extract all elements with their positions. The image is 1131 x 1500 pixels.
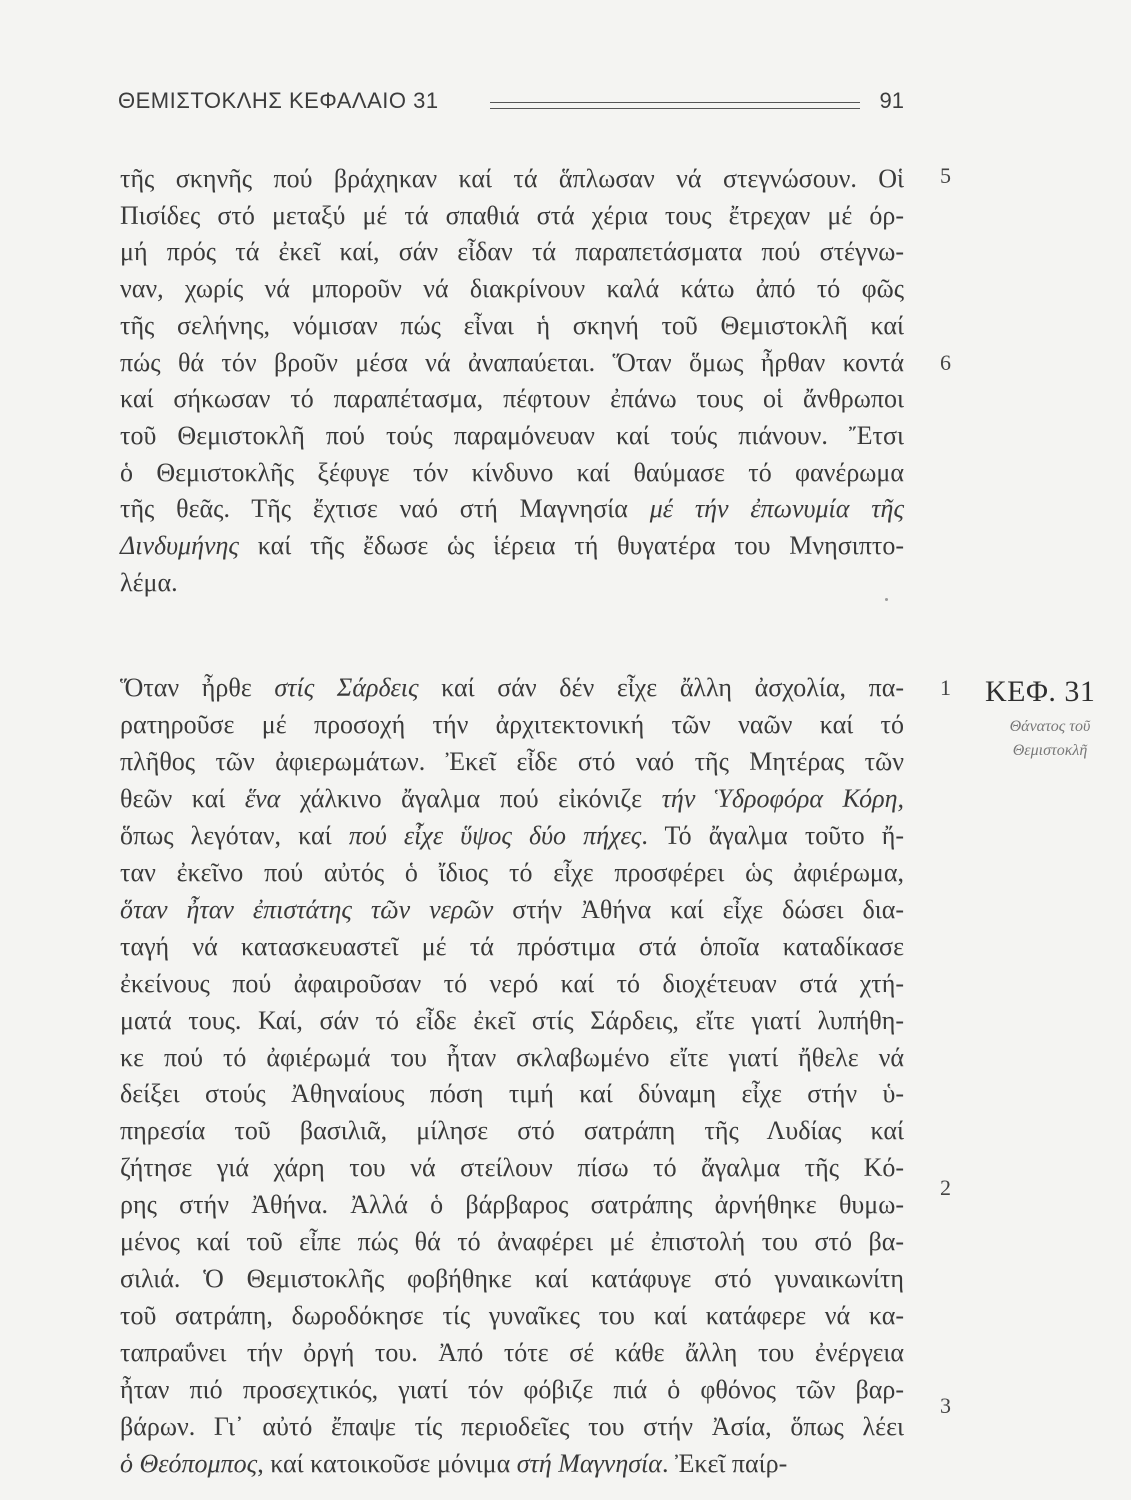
text: ρατηροῦσε μέ προσοχή τήν ἀρχιτεκτονική τῶν ναῶν καί τό xyxy=(120,709,904,739)
text-line xyxy=(120,1225,904,1259)
text-line xyxy=(120,856,904,890)
text: θεῶν καί xyxy=(120,783,245,813)
text-line xyxy=(120,162,904,196)
margin-line-number: 3 xyxy=(940,1393,951,1418)
text-line xyxy=(120,782,904,816)
text-line xyxy=(120,893,904,927)
text-line xyxy=(120,671,904,705)
page-number: 91 xyxy=(879,88,904,113)
text: τῆς σκηνῆς πού βράχηκαν καί τά ἅπλωσαν νά στεγνώσουν. Οἱ xyxy=(120,164,904,193)
text: ὁ Θεμιστοκλῆς ξέφυγε τόν κίνδυνο καί θαύμασε τό φανέρωμα xyxy=(120,457,904,487)
text-line xyxy=(120,492,904,526)
text-line xyxy=(120,1151,904,1185)
text-line xyxy=(120,382,904,416)
text: Πισίδες στό μεταξύ μέ τά σπαθιά στά χέρια τους ἔτρεχαν μέ όρ- xyxy=(120,200,904,230)
margin-line-number: 5 xyxy=(940,163,951,188)
italic-text: τήν Ὑδροφόρα Κόρη, xyxy=(661,783,904,813)
margin-line-number: 6 xyxy=(940,350,951,375)
text-line xyxy=(120,1336,904,1370)
text: στήν Ἀθήνα καί εἶχε δώσει δια- xyxy=(493,894,904,924)
text-line xyxy=(120,1262,904,1296)
text: Ὅταν ἦρθε xyxy=(120,673,275,702)
text-line xyxy=(120,456,904,490)
double-rule-divider xyxy=(490,102,860,109)
text: καί τῆς ἔδωσε ὡς ἱέρεια τή θυγατέρα του Μνησιπτο- xyxy=(238,531,904,560)
text: ταπραΰνει τήν ὀργή του. Ἀπό τότε σέ κάθε ἄλλη του ἐνέργεια xyxy=(120,1338,904,1368)
text: πλῆθος τῶν ἀφιερωμάτων. Ἐκεῖ εἶδε στό ναό τῆς Μητέρας τῶν xyxy=(120,746,904,776)
speck-decoration xyxy=(885,598,888,601)
text-line xyxy=(120,529,904,563)
chapter-subtitle-line-2: Θεμιστοκλῆ xyxy=(1012,742,1088,759)
text-line xyxy=(120,566,904,600)
text-line xyxy=(120,199,904,233)
text: τοῦ σατράπη, δωροδόκησε τίς γυναῖκες του καί κατάφερε νά κα- xyxy=(120,1301,904,1331)
italic-text: ὅταν ἦταν ἐπιστάτης τῶν νερῶν xyxy=(120,894,494,924)
text-line xyxy=(120,819,904,853)
text: σιλιά. Ὁ Θεμιστοκλῆς φοβήθηκε καί κατάφυγε στό γυναικωνίτη xyxy=(120,1264,904,1294)
text-line xyxy=(120,1373,904,1407)
text: καί σήκωσαν τό παραπέτασμα, πέφτουν ἐπάνω τους οἱ ἄνθρωποι xyxy=(120,384,904,414)
text-line xyxy=(120,1299,904,1333)
text: χάλκινο ἄγαλμα πού εἰκόνιζε xyxy=(280,783,662,813)
text: λέμα. xyxy=(120,567,178,597)
text-line xyxy=(120,967,904,1001)
text: τῆς θεᾶς. Τῆς ἔχτισε ναό στή Μαγνησία xyxy=(120,494,650,524)
chapter-subtitle-line-1: Θάνατος τοῦ xyxy=(1009,718,1091,735)
italic-text: Δινδυμήνης xyxy=(120,531,239,560)
text-line xyxy=(120,1447,904,1481)
text-line xyxy=(120,708,904,742)
text: τῆς σελήνης, νόμισαν πώς εἶναι ἡ σκηνή τοῦ Θεμιστοκλῆ καί xyxy=(120,310,904,340)
text-line xyxy=(120,1114,904,1148)
margin-line-number: 1 xyxy=(940,675,951,700)
italic-text: στίς Σάρδεις xyxy=(274,673,419,702)
text: μένος καί τοῦ εἶπε πώς θά τό ἀναφέρει μέ ἐπιστολή του στό βα- xyxy=(120,1227,904,1257)
italic-text: ἕνα xyxy=(244,783,281,813)
text: ἦταν πιό προσεχτικός, γιατί τόν φόβιζε πιά ὁ φθόνος τῶν βαρ- xyxy=(120,1375,904,1405)
text-line xyxy=(120,1077,904,1111)
text: βάρων. Γι᾽ αὐτό ἔπαψε τίς περιοδεῖες του στήν Ἀσία, ὅπως λέει xyxy=(120,1412,904,1441)
text-line xyxy=(120,346,904,380)
text: πηρεσία τοῦ βασιλιᾶ, μίλησε στό σατράπη τῆς Λυδίας καί xyxy=(120,1116,904,1146)
text-line xyxy=(120,1041,904,1075)
text: ζήτησε γιά χάρη του νά στείλουν πίσω τό ἄγαλμα τῆς Κό- xyxy=(120,1153,904,1183)
text-line xyxy=(120,745,904,779)
text: τοῦ Θεμιστοκλῆ πού τούς παραμόνευαν καί τούς πιάνουν. Ἔτσι xyxy=(120,420,904,450)
text: ἐκείνους πού ἀφαιροῦσαν τό νερό καί τό διοχέτευαν στά χτή- xyxy=(120,968,904,998)
text: ταγή νά κατασκευαστεῖ μέ τά πρόστιμα στά ὁποῖα καταδίκασε xyxy=(120,931,904,961)
text-line xyxy=(120,1188,904,1222)
italic-text: πού εἶχε ὕψος δύο πήχες xyxy=(348,820,642,850)
text-line xyxy=(120,419,904,453)
text: . Τό ἄγαλμα τοῦτο ἤ- xyxy=(641,820,905,850)
text-line xyxy=(120,930,904,964)
text: ματά τους. Καί, σάν τό εἶδε ἐκεῖ στίς Σάρδεις, εἴτε γιατί λυπήθη- xyxy=(120,1005,904,1035)
text: μή πρός τά ἐκεῖ καί, σάν εἶδαν τά παραπετάσματα πού στέγνω- xyxy=(120,237,904,267)
margin-line-number: 2 xyxy=(940,1175,951,1200)
italic-text: μέ τήν ἐπωνυμία τῆς xyxy=(649,494,904,524)
text-line xyxy=(120,272,904,306)
running-head-title: ΘΕΜΙΣΤΟΚΛΗΣ ΚΕΦΑΛΑΙΟ 31 xyxy=(118,88,439,113)
text: κε πού τό ἀφιέρωμά του ἦταν σκλαβωμένο εἴτε γιατί ἤθελε νά xyxy=(120,1042,904,1072)
italic-text: ὁ Θεόπομπος xyxy=(120,1448,258,1478)
text: πώς θά τόν βροῦν μέσα νά ἀναπαύεται. Ὅταν ὅμως ἦρθαν κοντά xyxy=(120,347,904,377)
text: καί σάν δέν εἶχε ἄλλη ἀσχολία, πα- xyxy=(418,673,904,702)
text: , καί κατοικοῦσε μόνιμα xyxy=(257,1448,517,1478)
text-line xyxy=(120,309,904,343)
text: ταν ἐκεῖνο πού αὐτός ὁ ἴδιος τό εἶχε προσφέρει ὡς ἀφιέρωμα, xyxy=(120,857,904,887)
text: δείξει στούς Ἀθηναίους πόση τιμή καί δύναμη εἶχε στήν ὑ- xyxy=(120,1079,904,1109)
text-line xyxy=(120,1004,904,1038)
text: . Ἐκεῖ παίρ- xyxy=(661,1448,788,1478)
running-header xyxy=(118,88,904,122)
chapter-label: ΚΕΦ. 31 xyxy=(985,675,1096,708)
text: ναν, χωρίς νά μποροῦν νά διακρίνουν καλά κάτω ἀπό τό φῶς xyxy=(120,274,904,304)
text: ὅπως λεγόταν, καί xyxy=(120,820,349,850)
text: ρης στήν Ἀθήνα. Ἀλλά ὁ βάρβαρος σατράπης ἀρνήθηκε θυμω- xyxy=(120,1190,904,1220)
italic-text: στή Μαγνησία xyxy=(516,1448,662,1478)
text-line xyxy=(120,1410,904,1444)
text-line xyxy=(120,235,904,269)
